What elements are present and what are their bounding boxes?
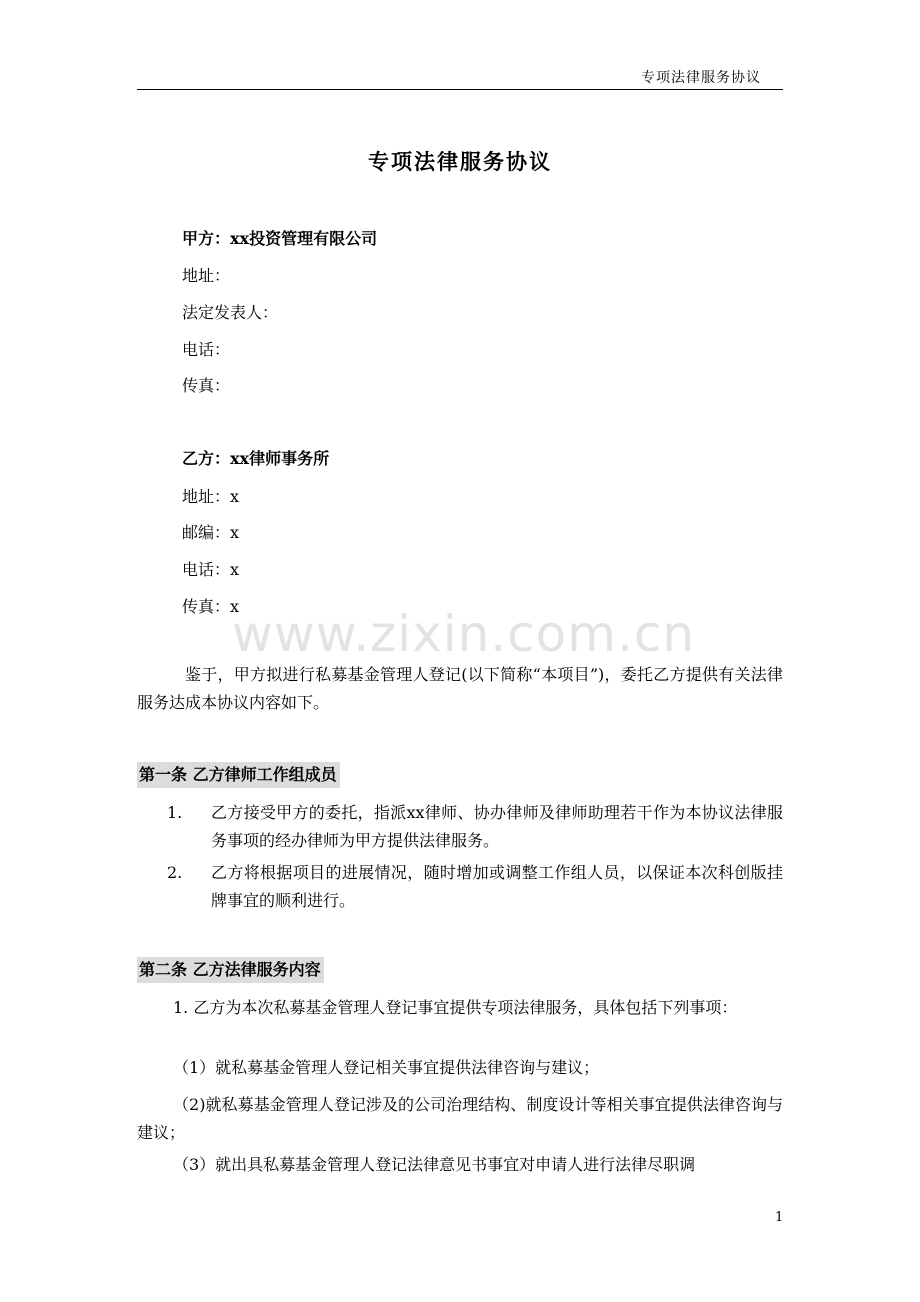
party-a-legal-rep: 法定发表人： (182, 303, 279, 322)
section1-heading: 第一条 乙方律师工作组成员 (137, 762, 340, 788)
watermark: www.zixin.com.cn (232, 605, 696, 663)
section2-paragraph-4: （3）就出具私募基金管理人登记法律意见书事宜对申请人进行法律尽职调 (173, 1155, 696, 1174)
page-header (137, 63, 783, 90)
party-a-address: 地址： (182, 266, 231, 285)
section2-paragraph-3: （2)就私募基金管理人登记涉及的公司治理结构、制度设计等相关事宜提供法律咨询与建议； (137, 1095, 783, 1142)
item-number: 2. (167, 863, 183, 882)
party-b-heading: 乙方：xx律师事务所 (182, 449, 330, 468)
party-b-fax: 传真：x (182, 597, 240, 616)
item-text: 乙方接受甲方的委托，指派xx律师、协办律师及律师助理若干作为本协议法律服务事项的经办律师为甲方提供法律服务。 (211, 803, 783, 850)
party-a-fax: 传真： (182, 376, 231, 395)
document-title: 专项法律服务协议 (368, 149, 552, 174)
party-b-address: 地址：x (182, 487, 240, 506)
item-text: 乙方将根据项目的进展情况，随时增加或调整工作组人员，以保证本次科创版挂牌事宜的顺利进行。 (211, 863, 783, 910)
page-number: 1 (775, 1210, 784, 1225)
section2-paragraph-2: （1）就私募基金管理人登记相关事宜提供法律咨询与建议； (173, 1058, 600, 1077)
party-b-phone: 电话：x (182, 560, 240, 579)
section2-heading: 第二条 乙方法律服务内容 (137, 957, 324, 983)
party-a-heading: 甲方：xx投资管理有限公司 (182, 229, 378, 248)
intro-paragraph: 鉴于，甲方拟进行私募基金管理人登记(以下简称“本项目”)，委托乙方提供有关法律服务达成本协议内容如下。 (137, 665, 783, 712)
item-number: 1. (167, 803, 183, 822)
party-b-postcode: 邮编：x (182, 523, 240, 542)
section2-paragraph-1: 1. 乙方为本次私募基金管理人登记事宜提供专项法律服务，具体包括下列事项： (173, 998, 738, 1017)
party-a-phone: 电话： (182, 340, 231, 359)
header-title: 专项法律服务协议 (641, 70, 761, 86)
